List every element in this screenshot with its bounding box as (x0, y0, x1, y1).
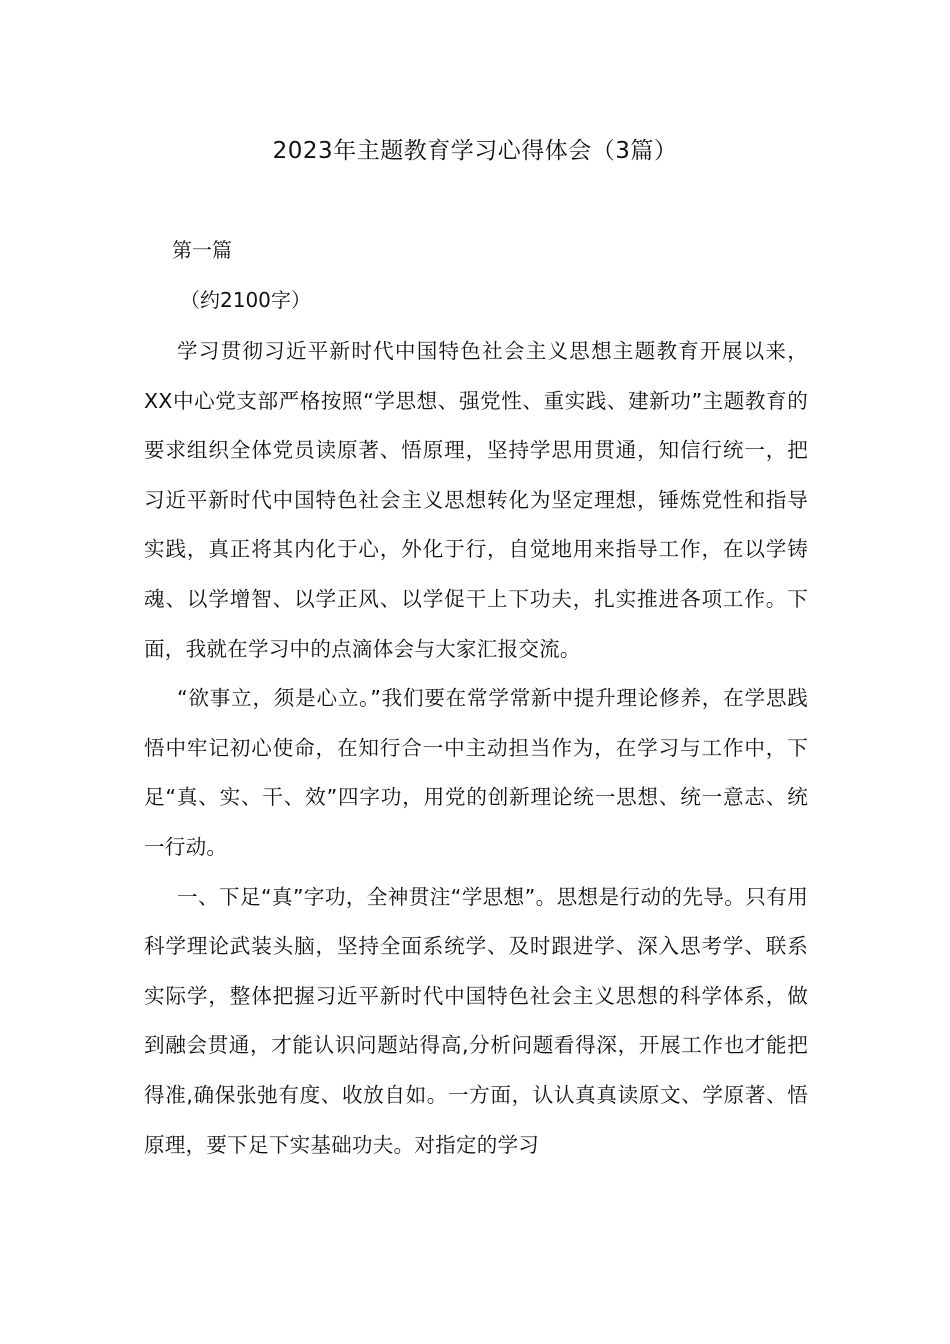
word-count: （约2100字） (180, 288, 311, 312)
paragraph-section-one: 一、下足“真”字功，全神贯注“学思想”。思想是行动的先导。只有用科学理论武装头脑，坚持全面系统学、及时跟进学、深入思考学、联系实际学，整体把握习近平新时代中国特色社会主义思想的科学体系，做到融会贯通，才能认识问题站得高,分析问题看得深，开展工作也才能把得准,确保张弛有度、收放自如。一方面，认认真真读原文、学原著、悟原理，要下足下实基础功夫。对指定的学习 (144, 884, 808, 1157)
part-label: 第一篇 (172, 238, 232, 262)
document-title: 2023年主题教育学习心得体会（3篇） (272, 138, 678, 164)
document-body (144, 327, 808, 1170)
paragraph-intro: 学习贯彻习近平新时代中国特色社会主义思想主题教育开展以来，XX中心党支部严格按照“学思想、强党性、重实践、建新功”主题教育的要求组织全体党员读原著、悟原理，坚持学思用贯通，知信行统一，把习近平新时代中国特色社会主义思想转化为坚定理想，锤炼党性和指导实践，真正将其内化于心，外化于行，自觉地用来指导工作，在以学铸魂、以学增智、以学正风、以学促干上下功夫，扎实推进各项工作。下面，我就在学习中的点滴体会与大家汇报交流。 (144, 339, 808, 661)
paragraph-quote: “欲事立，须是心立。”我们要在常学常新中提升理论修养，在学思践悟中牢记初心使命，在知行合一中主动担当作为，在学习与工作中，下足“真、实、干、效”四字功，用党的创新理论统一思想、统一意志、统一行动。 (144, 686, 808, 859)
